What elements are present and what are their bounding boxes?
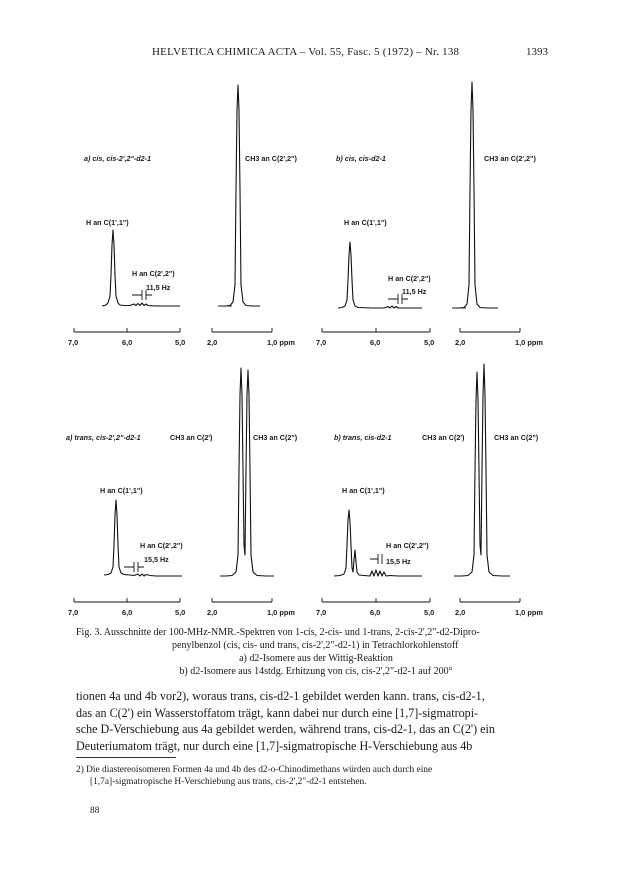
footnote-rule xyxy=(76,757,176,758)
footnote-line: [1,7a]-sigmatropische H-Verschiebung aus trans, cis-2',2"-d2-1 entstehen. xyxy=(90,777,367,787)
spectrum-trace-ch3 xyxy=(220,85,260,306)
caption-line: a) d2-Isomere aus der Wittig-Reaktion xyxy=(239,653,393,664)
spectrum-panel-a-top xyxy=(60,70,320,350)
coupling-marker xyxy=(370,554,382,564)
caption-line: b) d2-Isomere aus 14stdg. Erhitzung von cis, cis-2',2"-d2-1 auf 200° xyxy=(179,666,453,677)
panel-a-top-h2-label: H an C(2',2") xyxy=(132,269,175,278)
tick-label: 7,0 xyxy=(316,338,327,347)
tick-label: 2,0 xyxy=(455,608,466,617)
tick-label: 6,0 xyxy=(370,608,381,617)
panel-b-bottom-title: b) trans, cis-d2-1 xyxy=(334,433,392,442)
footer-page-number: 88 xyxy=(90,806,100,816)
panel-a-top-h1-label: H an C(1',1") xyxy=(86,218,129,227)
panel-a-bottom-coupling: 15,5 Hz xyxy=(144,555,169,564)
panel-b-top-title: b) cis, cis-d2-1 xyxy=(336,154,386,163)
tick-label: 5,0 xyxy=(175,608,186,617)
spectrum-panel-b-bottom xyxy=(312,350,592,625)
tick-label: 1,0 ppm xyxy=(515,338,543,347)
tick-label: 1,0 ppm xyxy=(515,608,543,617)
journal-title: HELVETICA CHIMICA ACTA – Vol. 55, Fasc. 5 (1972) – Nr. 138 xyxy=(152,46,460,58)
page-number: 1393 xyxy=(526,46,548,58)
body-line: das an C(2') ein Wasserstoffatom trägt, kann dabei nur durch eine [1,7]-sigmatropi- xyxy=(76,705,479,720)
caption-line: Fig. 3. Ausschnitte der 100-MHz-NMR.-Spektren von 1-cis, 2-cis- und 1-trans, 2-cis-2',2"-d2-Dipro- xyxy=(76,627,480,638)
panel-b-top-h2-label: H an C(2',2") xyxy=(388,274,431,283)
tick-label: 7,0 xyxy=(316,608,327,617)
tick-label: 5,0 xyxy=(175,338,186,347)
panel-a-bottom-title: a) trans, cis-2',2"-d2-1 xyxy=(66,433,141,442)
panel-b-top-h1-label: H an C(1',1") xyxy=(344,218,387,227)
spectrum-trace-ch3 xyxy=(454,82,498,308)
tick-label: 2,0 xyxy=(455,338,466,347)
spectrum-trace-ch3 xyxy=(220,368,274,576)
panel-b-bottom-h2-label: H an C(2',2") xyxy=(386,541,429,550)
footnote xyxy=(76,764,556,788)
panel-a-bottom-ch3-label-1: CH3 an C(2') xyxy=(170,433,213,442)
tick-label: 2,0 xyxy=(207,608,218,617)
panel-b-bottom-ch3-label-1: CH3 an C(2') xyxy=(422,433,465,442)
body-line: tionen 4a und 4b vor2), woraus trans, cis-d2-1 gebildet werden kann. trans, cis-d2-1, xyxy=(76,689,485,703)
panel-b-top-coupling: 11,5 Hz xyxy=(402,287,427,296)
body-paragraph xyxy=(76,688,556,754)
tick-label: 5,0 xyxy=(424,608,435,617)
spectrum-trace-ch3 xyxy=(454,364,510,576)
panel-b-bottom-coupling: 15,5 Hz xyxy=(386,557,411,566)
tick-label: 2,0 xyxy=(207,338,218,347)
panel-a-bottom-ch3-label-2: CH3 an C(2") xyxy=(253,433,298,442)
spectrum-panel-b-top xyxy=(312,70,582,350)
spectrum-trace-left xyxy=(104,500,182,576)
panel-a-bottom-h2-label: H an C(2',2") xyxy=(140,541,183,550)
tick-label: 5,0 xyxy=(424,338,435,347)
tick-label: 1,0 ppm xyxy=(267,338,295,347)
tick-label: 6,0 xyxy=(122,608,133,617)
figure-caption xyxy=(76,626,556,678)
running-header xyxy=(0,46,624,62)
coupling-marker xyxy=(124,562,144,572)
footnote-line: 2) Die diastereoisomeren Formen 4a und 4b des d2-o-Chinodimethans würden auch durch eine xyxy=(76,765,433,775)
panel-b-bottom-h1-label: H an C(1',1") xyxy=(342,486,385,495)
panel-a-top-ch3-label: CH3 an C(2',2") xyxy=(245,154,297,163)
panel-b-bottom-ch3-label-2: CH3 an C(2") xyxy=(494,433,539,442)
tick-label: 7,0 xyxy=(68,608,79,617)
spectrum-panel-a-bottom xyxy=(60,350,340,625)
panel-a-top-title: a) cis, cis-2',2"-d2-1 xyxy=(84,154,152,163)
caption-line: penylbenzol (cis, cis- und trans, cis-2',2"-d2-1) in Tetrachlorkohlenstoff xyxy=(172,640,459,651)
panel-a-bottom-h1-label: H an C(1',1") xyxy=(100,486,143,495)
tick-label: 6,0 xyxy=(370,338,381,347)
panel-a-top-coupling: 11,5 Hz xyxy=(146,283,171,292)
body-line: sche D-Verschiebung aus 4a gebildet werden, während trans, cis-d2-1, das an C(2') ein xyxy=(76,722,495,736)
tick-label: 1,0 ppm xyxy=(267,608,295,617)
panel-b-top-ch3-label: CH3 an C(2',2") xyxy=(484,154,536,163)
body-line: Deuteriumatom trägt, nur durch eine [1,7]-sigmatropische H-Verschiebung aus 4b xyxy=(76,738,473,753)
tick-label: 6,0 xyxy=(122,338,133,347)
tick-label: 7,0 xyxy=(68,338,79,347)
